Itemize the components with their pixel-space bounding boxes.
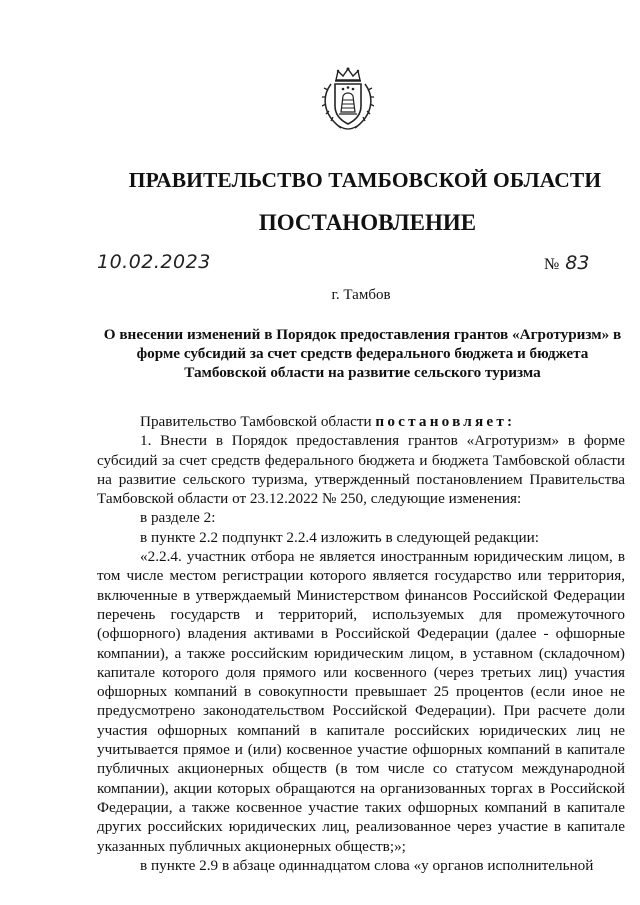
number-label: № bbox=[544, 256, 560, 273]
document-number bbox=[544, 252, 589, 274]
paragraph-preamble bbox=[97, 412, 625, 431]
handwritten-number: 83 bbox=[565, 252, 590, 274]
tambov-coat-of-arms-icon bbox=[319, 66, 377, 132]
document-subject: О внесении изменений в Порядок предоставления грантов «Агротуризм» в форме субсидий за счет средств федерального бюджета и бюджета Тамбовской области на развитие сельского туризма bbox=[103, 326, 622, 381]
handwritten-date: 10.02.2023 bbox=[97, 251, 211, 273]
paragraph-2: в разделе 2: bbox=[140, 509, 216, 527]
document-body bbox=[97, 412, 625, 875]
decree-word: постановляет: bbox=[375, 413, 516, 430]
preamble-text: Правительство Тамбовской области bbox=[140, 413, 372, 430]
paragraph-3: в пункте 2.2 подпункт 2.2.4 изложить в следующей редакции: bbox=[140, 528, 539, 546]
organization-title: ПРАВИТЕЛЬСТВО ТАМБОВСКОЙ ОБЛАСТИ bbox=[128, 168, 602, 192]
document-type-heading: ПОСТАНОВЛЕНИЕ bbox=[258, 210, 477, 235]
paragraph-4: «2.2.4. участник отбора не является иностранным юридическим лицом, в том числе местом регистрации которого является государство или территория, включенные в утверждаемый Министерством финансов Российской Федерации перечень государств и территорий, используемых для промежуточного (офшорного) владения активами в Российской Федерации (далее - офшорные компании), а также российским юридическим лицом, в уставном (складочном) капитале которого доля прямого или косвенного (через третьих лиц) участия офшорных компаний в совокупности превышает 25 процентов (если иное не предусмотрено законодательством Российской Федерации). При расчете доли участия офшорных компаний в капитале российских юридических лиц не учитывается прямое и (или) косвенное участие офшорных компаний в капитале публичных акционерных обществ (в том числе со статусом международной компании), акции которых обращаются на организованных торгах в Российской Федерации, а также косвенное участие таких офшорных компаний в капитале других российских юридических лиц, реализованное через участие в капитале указанных публичных акционерных обществ;»; bbox=[97, 548, 625, 855]
paragraph-1: 1. Внести в Порядок предоставления грантов «Агротуризм» в форме субсидий за счет средств федерального бюджета и бюджета Тамбовской области на развитие сельского туризма, утвержденный постановлением Правительства Тамбовской области от 23.12.2022 № 250, следующие изменения: bbox=[97, 432, 625, 508]
paragraph-5: в пункте 2.9 в абзаце одиннадцатом слова «у органов исполнительной bbox=[140, 856, 594, 874]
city-line: г. Тамбов bbox=[331, 287, 391, 303]
